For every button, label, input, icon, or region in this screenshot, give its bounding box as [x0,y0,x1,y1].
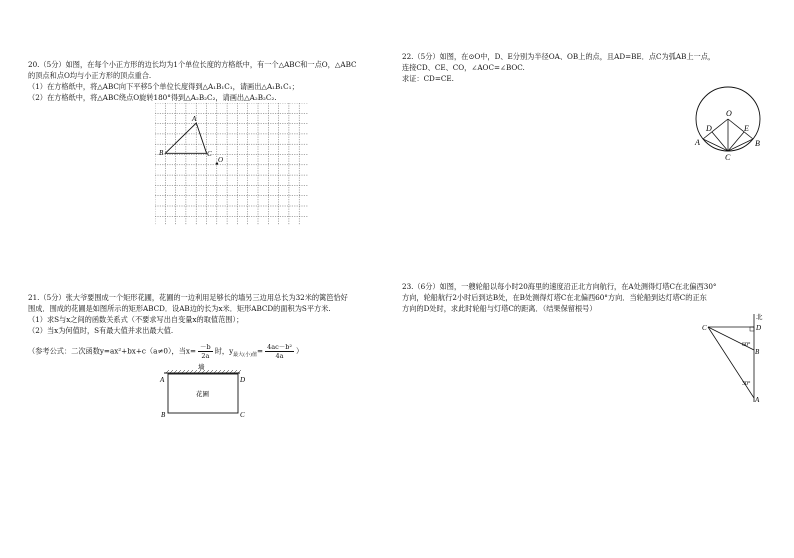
label-o: O [726,109,732,118]
label-b: B [159,149,164,157]
label-a: A [755,396,760,404]
label-a: A [160,376,165,384]
label-c: C [207,150,212,158]
q20-line1: 20.（5分）如图，在每个小正方形的边长均为1个单位长度的方格纸中，有一个△ABC和一点O，△ABC [28,60,357,69]
label-b: B [755,139,760,148]
q20-item2: （2）在方格纸中，将△ABC绕点O旋转180°得到△A₂B₂C₂，请画出△A₂B₂C₂. [28,93,277,102]
q23-bearing-figure [700,308,772,406]
q21-item1: （1）求S与x之间的函数关系式（不要求写出自变量x的取值范围）； [28,315,244,324]
formula-end: ） [295,346,304,356]
north-label: 北 [756,314,763,321]
angle-30-label: 30° [742,381,751,387]
q21-line2: 围成．围成的花圃是如图所示的矩形ABCD．设AB边的长为x米．矩形ABCD的面积为S平方米. [28,304,331,313]
garden-label: 花圃 [196,391,209,398]
formula-sub: 最大(小)值 [233,351,258,358]
label-e: E [744,124,749,133]
label-d: D [756,324,762,332]
q22-line3: 求证：CD=CE. [402,74,454,83]
segment-ca [708,327,754,398]
q20-line2: 的顶点和点O均与小正方形的顶点重合. [28,71,152,80]
label-b: B [161,411,166,419]
label-c: C [725,153,731,162]
label-d: D [240,376,246,384]
q23-line2: 方向，轮船航行2小时后到达B处，在B处测得灯塔C在北偏西60°方向．当轮船到达灯塔C的正东 [402,293,707,302]
right-angle-mark [750,327,754,331]
fraction-2 [265,343,294,360]
segment-ac [703,139,728,151]
q23-line1: 23.（6分）如图，一艘轮船以每小时20海里的速度沿正北方向航行，在A处测得灯塔C在北偏西30° [402,282,717,291]
fraction-2-num: 4ac－b² [267,343,292,351]
label-b: B [755,348,760,356]
q22-line2: 连接CD、CE、CO，∠AOC=∠BOC. [402,63,525,72]
fraction-1-num: －b [200,343,211,351]
q21-garden-figure [158,362,248,422]
label-a: A [192,115,197,123]
q23-line3: 方向的D处时，求此时轮船与灯塔C的距离．（结果保留根号） [402,304,597,313]
formula-prefix: （参考公式：二次函数y=ax²+bx+c（a≠0），当x= [28,346,197,356]
segment-bc [728,139,753,151]
label-c: C [702,324,707,332]
q21-formula [28,343,303,360]
label-a: A [695,138,700,147]
q20-grid-figure [155,103,309,225]
formula-eq: = [257,346,264,356]
fraction-1 [198,343,213,360]
q22-circle-figure [690,84,770,164]
fraction-2-den: 4a [275,352,284,360]
q21-item2: （2）当x为何值时，S有最大值并求出最大值. [28,326,174,335]
label-c: C [240,411,245,419]
angle-60-label: 60° [742,342,751,348]
q20-item1: （1）在方格纸中，将△ABC向下平移5个单位长度得到△A₁B₁C₁，请画出△A₁B₁C₁； [28,82,299,91]
q22-line1: 22.（5分）如图，在⊙O中，D、E分别为半径OA、OB上的点，且AD=BE．点C为弧AB上一点， [402,52,716,61]
fraction-1-den: 2a [201,352,210,360]
wall-label: 墙 [198,364,205,371]
q21-line1: 21.（5分）张大爷要围成一个矩形花圃，花圃的一边利用足够长的墙另三边用总长为32米的篱笆恰好 [28,293,348,302]
label-d: D [706,124,712,133]
label-o: O [218,156,224,164]
formula-mid: 时，y [214,346,234,356]
